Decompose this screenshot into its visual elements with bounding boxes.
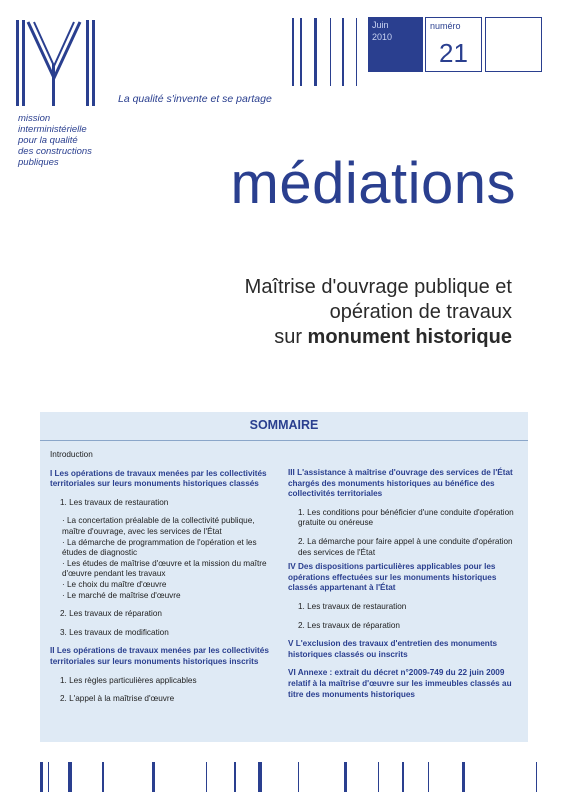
section-title: VI Annexe : extrait du décret n°2009-749 du 22 juin 2009 relatif à la maîtrise d'œuvre sur les immeubles classés au titre des monuments historiques xyxy=(288,668,512,699)
section-title: III L'assistance à maîtrise d'ouvrage des services de l'État chargés des monuments historiques au bénéfice des collectivités territoriales xyxy=(288,468,513,499)
list-item: 2. La démarche pour faire appel à une conduite d'opération des services de l'État xyxy=(298,536,513,557)
list-item: · Les études de maîtrise d'œuvre et la mission du maître d'œuvre pendant les travaux xyxy=(62,558,267,579)
summary-heading: SOMMAIRE xyxy=(40,412,528,441)
list-item: 3. Les travaux de modification xyxy=(60,627,169,637)
section-title: V L'exclusion des travaux d'entretien des monuments historiques classés ou inscrits xyxy=(288,639,498,659)
list-item: 2. L'appel à la maîtrise d'œuvre xyxy=(60,694,175,704)
decor-bar xyxy=(258,762,262,792)
section-title: I Les opérations de travaux menées par les collectivités territoriales sur leurs monuments historiques classés xyxy=(50,468,267,489)
date-month: Juin xyxy=(372,20,389,30)
decor-bar xyxy=(462,762,465,792)
decor-bar xyxy=(314,18,317,86)
decor-bar xyxy=(68,762,72,792)
summary-right-column xyxy=(288,468,518,700)
section-title: II Les opérations de travaux menées par les collectivités territoriales sur leurs monuments historiques inscrits xyxy=(50,646,269,666)
decor-bar xyxy=(298,762,299,792)
decor-bar xyxy=(300,18,302,86)
MI-logo-icon xyxy=(14,18,100,114)
list-item: 2. Les travaux de réparation xyxy=(60,609,162,619)
empty-box xyxy=(485,17,542,72)
decor-bar xyxy=(206,762,207,792)
list-item: · La démarche de programmation de l'opération et les études de diagnostic xyxy=(62,537,257,558)
decor-bar xyxy=(292,18,294,86)
list-item: · Le marché de maîtrise d'œuvre xyxy=(62,590,181,600)
subtitle: Maîtrise d'ouvrage publique et opération de travaux sur monument historique xyxy=(244,276,512,348)
decor-bar xyxy=(102,762,104,792)
decor-bar xyxy=(344,762,347,792)
issue-number-box xyxy=(425,17,482,72)
list-item: 1. Les travaux de restauration xyxy=(60,497,169,507)
mission-text: mission interministérielle pour la qualité des constructions publiques xyxy=(18,113,92,168)
tagline: La qualité s'invente et se partage xyxy=(118,93,272,105)
issue-number: 21 xyxy=(439,38,468,68)
page-title: médiations xyxy=(230,151,516,216)
list-item: 2. Les travaux de réparation xyxy=(298,620,400,630)
summary-box xyxy=(40,412,528,742)
section-title: IV Des dispositions particulières applicables pour les opérations effectuées sur les monuments historiques classés appartenant à l'État xyxy=(288,562,497,593)
decor-bar xyxy=(536,762,537,792)
list-item: 1. Les conditions pour bénéficier d'une conduite d'opération gratuite ou onéreuse xyxy=(298,507,514,528)
summary-left-column xyxy=(50,450,278,705)
decor-bar xyxy=(356,18,357,86)
list-item: 1. Les règles particulières applicables xyxy=(60,675,197,685)
list-item: · La concertation préalable de la collectivité publique, maître d'ouvrage, avec les services de l'État xyxy=(62,516,255,536)
list-item: 1. Les travaux de restauration xyxy=(298,601,407,611)
decor-bar xyxy=(152,762,155,792)
decor-bar xyxy=(330,18,331,86)
summary-intro: Introduction xyxy=(50,450,93,459)
date-box xyxy=(368,17,423,72)
issue-number-label: numéro xyxy=(430,21,461,31)
decor-bar xyxy=(234,762,236,792)
decor-bar xyxy=(428,762,429,792)
decor-bar xyxy=(40,762,43,792)
decor-bar xyxy=(378,762,379,792)
decor-bar xyxy=(342,18,344,86)
date-year: 2010 xyxy=(372,32,393,42)
decor-bar xyxy=(402,762,404,792)
list-item: · Le choix du maître d'œuvre xyxy=(62,579,167,589)
decor-bar xyxy=(48,762,49,792)
